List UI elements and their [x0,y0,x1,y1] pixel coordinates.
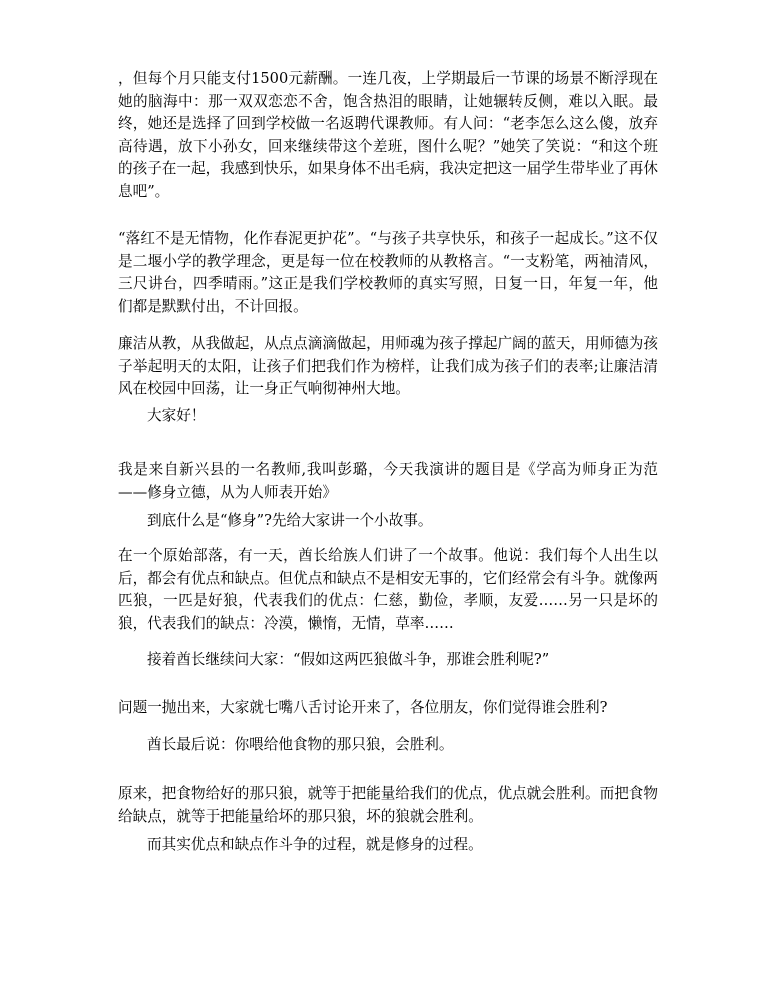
paragraph-conclusion: 而其实优点和缺点作斗争的过程，就是修身的过程。 [147,836,483,853]
paragraph-question: 到底什么是“修身”?先给大家讲一个小故事。 [147,512,433,529]
paragraph-discussion: 问题一抛出来，大家就七嘴八舌讨论开来了，各位朋友，你们觉得谁会胜利? [118,699,608,716]
paragraph-3: 廉洁从教，从我做起，从点点滴滴做起，用师魂为孩子撑起广阔的蓝天，用师德为孩子举起明天的太阳，让孩子们把我们作为榜样，让我们成为孩子们的表率;让廉洁清风在校园中回荡，让一身正气响彻神州大地。 [118,335,658,397]
paragraph-story: 在一个原始部落，有一天，酋长给族人们讲了一个故事。他说：我们每个人出生以后，都会有优点和缺点。但优点和缺点不是相安无事的，它们经常会有斗争。就像两匹狼，一匹是好狼，代表我们的优点：仁慈，勤俭，孝顺，友爱……另一只是坏的狼，代表我们的缺点：冷漠，懒惰，无情，草率…… [118,547,658,632]
paragraph-intro: 我是来自新兴县的一名教师,我叫彭璐，今天我演讲的题目是《学高为师身正为范——修身立德，从为人师表开始》 [118,461,658,501]
paragraph-explanation: 原来，把食物给好的那只狼，就等于把能量给我们的优点，优点就会胜利。而把食物给缺点，就等于把能量给坏的那只狼，坏的狼就会胜利。 [118,785,658,825]
paragraph-1: ，但每个月只能支付1500元薪酬。一连几夜，上学期最后一节课的场景不断浮现在她的脑海中：那一双双恋恋不舍，饱含热泪的眼睛，让她辗转反侧，难以入眠。最终，她还是选择了回到学校做一名返聘代课教师。有人问：“老李怎么这么傻，放弃高待遇，放下小孙女，回来继续带这个差班，图什么呢？”她笑了笑说：“和这个班的孩子在一起，我感到快乐，如果身体不出毛病，我决定把这一届学生带毕业了再休息吧”。 [118,70,658,200]
paragraph-chief-answer: 酋长最后说：你喂给他食物的那只狼，会胜利。 [147,736,454,753]
paragraph-2: “落红不是无情物，化作春泥更护花”。“与孩子共享快乐，和孩子一起成长。”这不仅是二堰小学的教学理念，更是每一位在校教师的从教格言。“一支粉笔，两袖清风，三尺讲台，四季晴雨。”这正是我们学校教师的真实写照，日复一日，年复一年，他们都是默默付出，不计回报。 [118,230,658,315]
paragraph-chief-ask: 接着酋长继续问大家：“假如这两匹狼做斗争，那谁会胜利呢?” [147,651,550,668]
greeting: 大家好！ [147,407,206,424]
